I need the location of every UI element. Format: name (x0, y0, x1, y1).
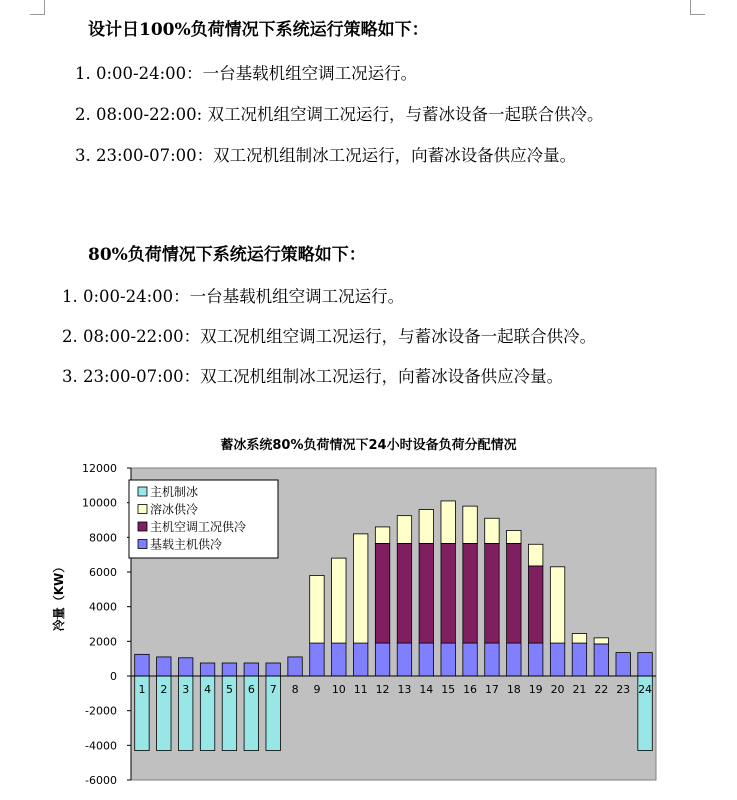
bar-4-h2 (157, 657, 171, 676)
bar-3-h17 (485, 543, 499, 643)
bar-2-h22 (594, 638, 608, 644)
legend-swatch-4 (138, 540, 147, 549)
section1-item-1: 1. 0:00-24:00：一台基载机组空调工况运行。 (75, 64, 418, 83)
bar-4-h3 (178, 658, 192, 676)
page-corner-mark-left (30, 0, 45, 15)
bar-4-h16 (463, 643, 477, 676)
x-category-label: 6 (247, 683, 255, 696)
y-tick-label: 6000 (89, 566, 117, 579)
bar-4-h6 (244, 663, 258, 676)
bar-4-h9 (310, 643, 324, 676)
bar-2-h12 (375, 527, 389, 543)
section2-item-2: 2. 08:00-22:00：双工况机组空调工况运行，与蓄冰设备一起联合供冷。 (62, 327, 597, 346)
bar-4-h11 (353, 643, 367, 676)
bar-3-h14 (419, 543, 433, 643)
bar-4-h7 (266, 663, 280, 676)
legend-swatch-2 (138, 505, 147, 514)
x-category-label: 15 (441, 683, 456, 696)
y-tick-label: 8000 (89, 531, 117, 545)
x-category-label: 9 (313, 683, 321, 696)
bar-2-h15 (441, 501, 455, 543)
x-category-label: 2 (160, 683, 168, 696)
bar-4-h22 (594, 644, 608, 676)
bar-3-h19 (528, 566, 542, 643)
legend-label-2: 溶冰供冷 (150, 502, 199, 517)
legend-swatch-1 (138, 487, 147, 496)
section1-heading: 设计日100%负荷情况下系统运行策略如下： (88, 20, 429, 40)
bar-2-h11 (353, 534, 367, 643)
bar-2-h20 (550, 567, 564, 643)
bar-4-h21 (572, 643, 586, 676)
x-category-label: 12 (375, 683, 390, 696)
legend-label-3: 主机空调工况供冷 (150, 520, 247, 534)
bar-2-h19 (528, 544, 542, 566)
y-tick-label: 10000 (82, 496, 117, 510)
legend-label-4: 基载主机供冷 (150, 537, 223, 552)
x-category-label: 14 (419, 683, 434, 696)
x-category-label: 10 (331, 683, 346, 696)
y-tick-label: -2000 (85, 704, 117, 718)
bar-4-h15 (441, 643, 455, 676)
bar-4-h17 (485, 643, 499, 676)
bar-4-h14 (419, 643, 433, 676)
section2-heading: 80%负荷情况下系统运行策略如下： (88, 245, 366, 265)
section2-item-1: 1. 0:00-24:00：一台基载机组空调工况运行。 (62, 287, 405, 306)
bar-2-h21 (572, 634, 586, 644)
bar-3-h15 (441, 543, 455, 643)
bar-2-h10 (332, 558, 346, 643)
bar-2-h14 (419, 510, 433, 544)
chart-title: 蓄冰系统80%负荷情况下24小时设备负荷分配情况 (220, 438, 517, 453)
x-category-label: 1 (138, 683, 146, 696)
x-category-label: 24 (638, 683, 653, 696)
x-category-label: 23 (616, 683, 631, 696)
bar-2-h17 (485, 518, 499, 543)
y-tick-label: -4000 (85, 739, 117, 753)
x-category-label: 7 (269, 683, 277, 696)
x-category-label: 11 (353, 683, 368, 696)
bar-4-h13 (397, 643, 411, 676)
section1-item-2: 2. 08:00-22:00: 双工况机组空调工况运行，与蓄冰设备一起联合供冷。 (75, 105, 604, 124)
bar-chart (0, 455, 737, 800)
bar-4-h4 (200, 663, 214, 676)
bar-2-h16 (463, 506, 477, 543)
y-tick-label: 12000 (82, 462, 117, 475)
bar-3-h12 (375, 543, 389, 643)
bar-4-h1 (135, 654, 149, 676)
section2-item-3: 3. 23:00-07:00：双工况机组制冰工况运行，向蓄冰设备供应冷量。 (62, 367, 564, 386)
bar-2-h18 (507, 530, 521, 543)
y-axis-title: 冷量（KW） (52, 560, 66, 632)
y-tick-label: 0 (110, 670, 117, 683)
x-category-label: 20 (550, 683, 565, 696)
x-category-label: 13 (397, 683, 412, 696)
bar-4-h8 (288, 657, 302, 676)
x-category-label: 3 (182, 683, 190, 696)
bar-3-h13 (397, 543, 411, 643)
bar-3-h16 (463, 543, 477, 643)
x-category-label: 21 (572, 683, 587, 696)
x-category-label: 22 (594, 683, 609, 696)
bar-3-h18 (507, 543, 521, 643)
page-corner-mark-right (690, 0, 705, 15)
x-category-label: 19 (528, 683, 543, 696)
bar-4-h5 (222, 663, 236, 676)
x-category-label: 5 (225, 683, 233, 696)
bar-2-h9 (310, 575, 324, 643)
bar-4-h23 (616, 653, 630, 676)
section1-item-3: 3. 23:00-07:00：双工况机组制冰工况运行，向蓄冰设备供应冷量。 (75, 146, 577, 165)
y-tick-label: 4000 (89, 600, 117, 614)
bar-4-h10 (332, 643, 346, 676)
x-category-label: 16 (463, 683, 478, 696)
bar-2-h13 (397, 516, 411, 544)
x-category-label: 4 (204, 683, 212, 696)
bar-4-h19 (528, 643, 542, 676)
x-category-label: 18 (506, 683, 521, 696)
bar-4-h20 (550, 643, 564, 676)
bar-4-h18 (507, 643, 521, 676)
x-category-label: 17 (484, 683, 499, 696)
y-tick-label: -6000 (85, 774, 117, 787)
x-category-label: 8 (291, 683, 299, 696)
bar-4-h24 (638, 653, 652, 676)
y-tick-label: 2000 (89, 635, 117, 649)
legend-label-1: 主机制冰 (150, 485, 199, 499)
legend-swatch-3 (138, 522, 147, 531)
bar-4-h12 (375, 643, 389, 676)
